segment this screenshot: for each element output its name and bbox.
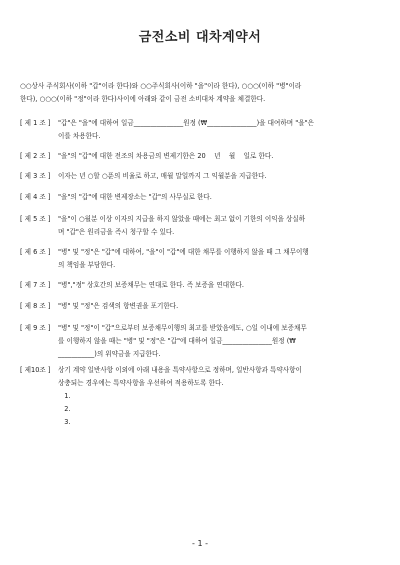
article-8 [20,300,380,313]
article-9 [20,322,380,361]
article-3 [20,170,380,183]
article-3-label: [ 제 3 조 ] [20,172,51,180]
article-7 [20,279,380,292]
document-title: 금전소비 대차계약서 [138,30,262,45]
article-9-label: [ 제 9 조 ] [20,324,51,332]
article-2 [20,150,380,163]
article-5 [20,213,380,239]
article-4 [20,191,380,204]
article-1-text: "갑"은 "을"에 대하여 일금_______________원정 (₩_______________)을 대여하며 "을"은 이를 차용한다. [58,119,314,140]
article-2-label: [ 제 2 조 ] [20,152,51,160]
article-6 [20,246,380,272]
article-10-label: [ 제10조 ] [20,366,51,374]
article-7-label: [ 제 7 조 ] [20,281,51,289]
article-2-text: "을"의 "갑"에 대한 전조의 차용금의 변제기한은 20 년 월 일로 한다. [58,152,274,160]
article-4-text: "을"의 "갑"에 대한 변제장소는 "갑"의 사무실로 한다. [58,193,212,201]
article-5-text: "을"이 ○월분 이상 이자의 지급을 하지 않았을 때에는 최고 없이 기한의 이익을 상실하 며 "갑"은 원리금을 즉시 청구할 수 있다. [58,215,306,236]
article-1-label: [ 제 1 조 ] [20,119,51,127]
article-7-text: "병","정" 상호간의 보증채무는 연대로 한다. 즉 보증을 연대한다. [58,281,244,289]
page-number: - 1 - [192,539,208,548]
article-10-text: 상기 계약 일반사항 이외에 아래 내용을 특약사항으로 정하며, 일반사항과 특약사항이 상충되는 경우에는 특약사항을 우선하여 적용하도록 한다. 1. 2. 3. [58,366,302,426]
article-5-label: [ 제 5 조 ] [20,215,51,223]
article-4-label: [ 제 4 조 ] [20,193,51,201]
intro-paragraph: ○○상사 주식회사(이하 "갑"이라 한다)와 ○○주식회사(이하 "을"이라 한다), ○○○(이하 "병"이라 한다), ○○○(이하 "정"이라 한다)사이에 아래와 같이 금전 소비대차 계약을 체결한다. [20,82,302,103]
article-9-text: "병" 및 "정"이 "갑"으로부터 보증채무이행의 최고를 받았음에도, ○일 이내에 보증채무 를 이행하지 않을 때는 "병" 및 "정"은 "갑"에 대하여 일금_______________원정 (₩ ___________)의 위약금을 지급한다. [58,324,307,358]
article-8-text: "병" 및 "정"은 검색의 항변권을 포기한다. [58,302,179,310]
article-10 [20,364,380,429]
article-3-text: 이자는 년 ○할 ○푼의 비율로 하고, 매월 말일까지 그 익월분을 지급한다. [58,172,267,180]
article-6-text: "병" 및 "정"은 "갑"에 대하여, "을"이 "갑"에 대한 채무를 이행하지 않을 때 그 채무이행 의 책임을 부담한다. [58,248,309,269]
article-1 [20,117,380,143]
article-6-label: [ 제 6 조 ] [20,248,51,256]
article-8-label: [ 제 8 조 ] [20,302,51,310]
